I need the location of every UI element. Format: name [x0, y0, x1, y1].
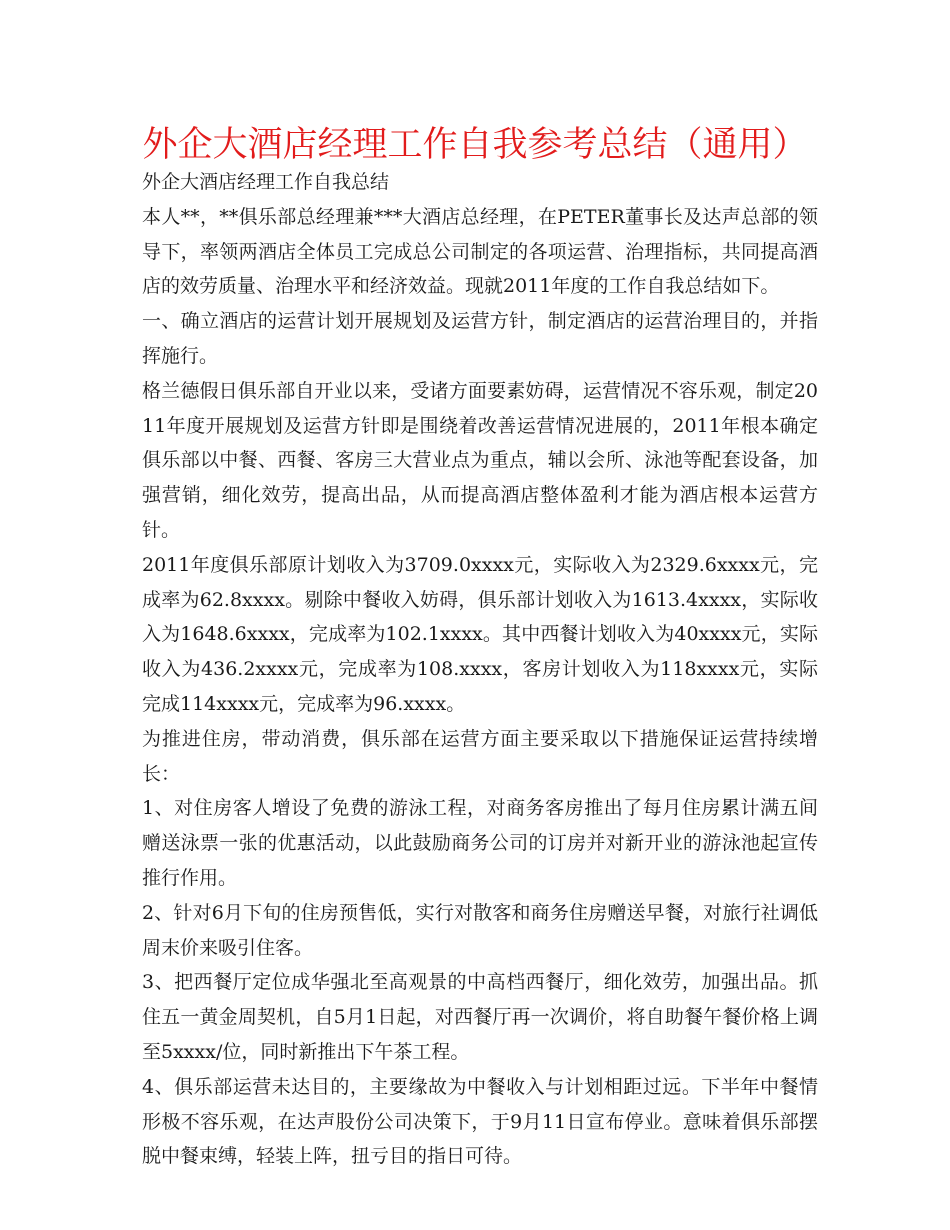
body-paragraph: 2011年度俱乐部原计划收入为3709.0xxxx元，实际收入为2329.6xxxx元，完成率为62.8xxxx。剔除中餐收入妨碍，俱乐部计划收入为1613.4xxxx，实际收入为1648.6xxxx，完成率为102.1xxxx。其中西餐计划收入为40xxxx元，实际收入为436.2xxxx元，完成率为108.xxxx，客房计划收入为118xxxx元，实际完成114xxxx元，完成率为96.xxxx。: [142, 553, 818, 715]
body-paragraph: 格兰德假日俱乐部自开业以来，受诸方面要素妨碍，运营情况不容乐观，制定2011年度开展规划及运营方针即是围绕着改善运营情况进展的，2011年根本确定俱乐部以中餐、西餐、客房三大营业点为重点，辅以会所、泳池等配套设备，加强营销，细化效劳，提高出品，从而提高酒店整体盈利才能为酒店根本运营方针。: [142, 379, 818, 541]
list-item-paragraph: 4、俱乐部运营未达目的，主要缘故为中餐收入与计划相距过远。下半年中餐情形极不容乐观，在达声股份公司决策下，于9月11日宣布停业。意味着俱乐部摆脱中餐束缚，轻装上阵，扭亏目的指日可待。: [142, 1075, 818, 1168]
list-item-paragraph: 1、对住房客人增设了免费的游泳工程，对商务客房推出了每月住房累计满五间赠送泳票一张的优惠活动，以此鼓励商务公司的订房并对新开业的游泳池起宣传推行作用。: [142, 797, 818, 889]
subtitle-paragraph: 外企大酒店经理工作自我总结: [142, 171, 390, 193]
list-item-paragraph: 2、针对6月下旬的住房预售低，实行对散客和商务住房赠送早餐，对旅行社调低周末价来吸引住客。: [142, 901, 818, 959]
body-paragraph: 为推进住房，带动消费，俱乐部在运营方面主要采取以下措施保证运营持续增长：: [142, 727, 818, 785]
list-item-paragraph: 3、把西餐厅定位成华强北至高观景的中高档西餐厅，细化效劳，加强出品。抓住五一黄金周契机，自5月1日起，对西餐厅再一次调价，将自助餐午餐价格上调至5xxxx/位，同时新推出下午茶工程。: [142, 971, 818, 1063]
document-body: [142, 165, 818, 1174]
intro-paragraph: 本人**，**俱乐部总经理兼***大酒店总经理，在PETER董事长及达声总部的领导下，率领两酒店全体员工完成总公司制定的各项运营、治理指标，共同提高酒店的效劳质量、治理水平和经济效益。现就2011年度的工作自我总结如下。: [142, 205, 818, 298]
document-title: 外企大酒店经理工作自我参考总结（通用）: [142, 125, 808, 165]
section-heading-paragraph: 一、确立酒店的运营计划开展规划及运营方针，制定酒店的运营治理目的，并指挥施行。: [142, 310, 818, 367]
